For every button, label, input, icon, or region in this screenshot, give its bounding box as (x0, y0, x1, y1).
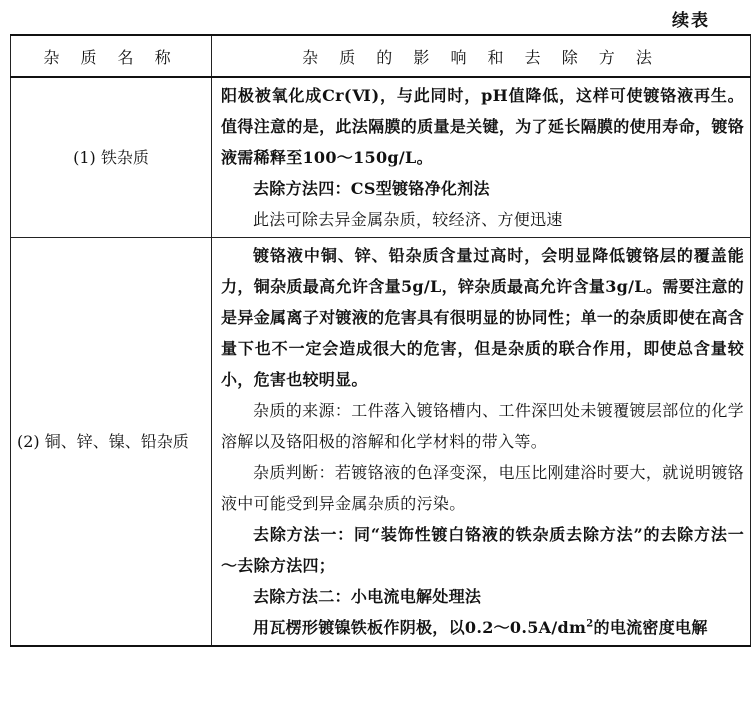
impurity-effect-iron (212, 77, 751, 238)
method-text: 同“装饰性镀白铬液的铁杂质去除方法”的去除方法一～去除方法四； (221, 525, 744, 575)
impurity-name-copper-zinc-nickel-lead (11, 238, 212, 647)
impurity-effect-copper-zinc-nickel-lead (212, 238, 751, 647)
paragraph (221, 581, 744, 612)
impurity-name-iron: (1) 铁杂质 (11, 77, 212, 238)
table-row (11, 77, 751, 238)
table-row (11, 238, 751, 647)
text-post: 的电流密度电解 (593, 618, 708, 637)
method-label: 去除方法一： (253, 525, 355, 544)
method-text: 小电流电解处理法 (350, 587, 482, 606)
paragraph (221, 612, 744, 643)
method-label: 去除方法二： (253, 587, 351, 606)
paragraph: 杂质判断：若镀铬液的色泽变深，电压比刚建浴时要大，就说明镀铬液中可能受到异金属杂质的污染。 (221, 463, 744, 513)
continued-label: 续表 (672, 11, 710, 31)
header-impurity-name: 杂 质 名 称 (11, 35, 212, 77)
paragraph: 镀铬液中铜、锌、铅杂质含量过高时，会明显降低镀铬层的覆盖能力，铜杂质最高允许含量5g/L，锌杂质最高允许含量3g/L。需要注意的是异金属离子对镀液的危害具有很明显的协同性；单一的杂质即使在高含量下也不一定会造成很大的危害，但是杂质的联合作用，即使总含量较小，危害也较明显。 (221, 246, 744, 389)
method-heading: 去除方法四：CS型镀铬净化剂法 (253, 179, 490, 198)
impurity-table (10, 34, 751, 647)
header-effect-removal: 杂 质 的 影 响 和 去 除 方 法 (212, 35, 751, 77)
text-pre: 用瓦楞形镀镍铁板作阴极，以0.2～0.5A/dm (253, 618, 587, 637)
superscript: 2 (586, 618, 594, 630)
paragraph: 此法可除去异金属杂质，较经济、方便迅速 (253, 210, 563, 229)
table-header-row (11, 35, 751, 77)
paragraph (221, 519, 744, 581)
impurity-name-text: (2) 铜、锌、镍、铅杂质 (17, 431, 189, 451)
paragraph: 杂质的来源：工件落入镀铬槽内、工件深凹处未镀覆镀层部位的化学溶解以及铬阳极的溶解和化学材料的带入等。 (221, 401, 744, 451)
paragraph: 阳极被氧化成Cr(Ⅵ)，与此同时，pH值降低，这样可使镀铬液再生。值得注意的是，此法隔膜的质量是关键，为了延长隔膜的使用寿命，镀铬液需稀释至100～150g/L。 (221, 86, 744, 167)
